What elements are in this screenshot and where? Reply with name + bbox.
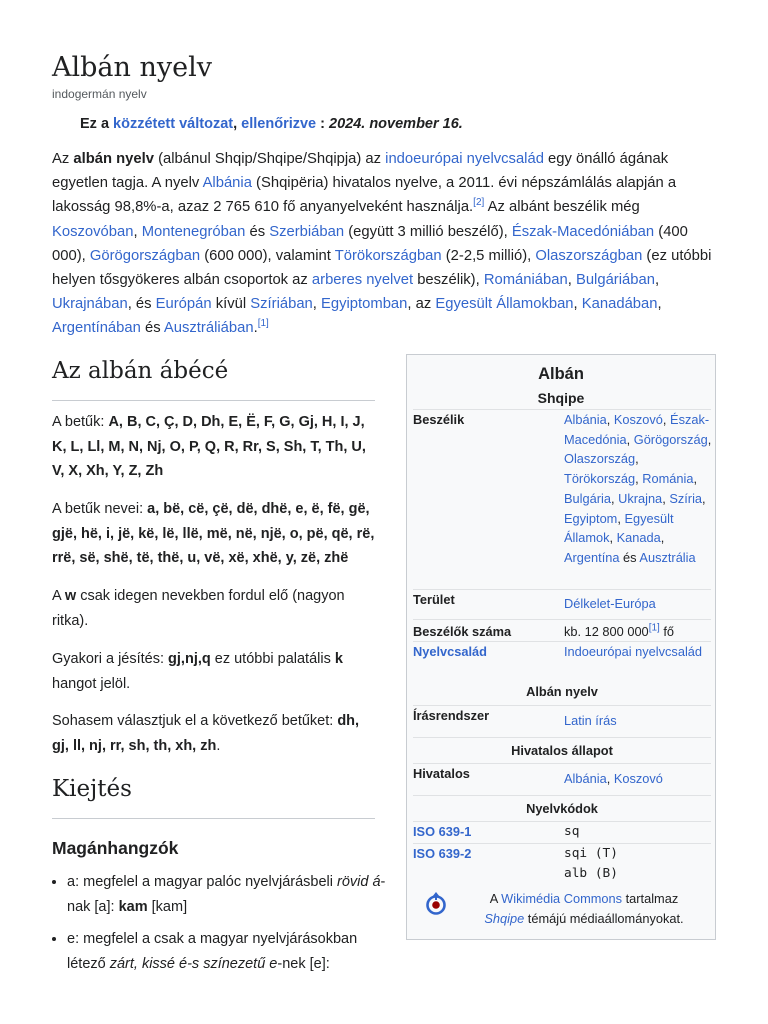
country-link[interactable]: Koszovó [613, 412, 663, 427]
language-codes-header: Nyelvkódok [413, 795, 711, 822]
text: (400 000), [52, 223, 688, 264]
text: , az [407, 296, 436, 313]
separator: , [660, 530, 665, 546]
letters-bold: A, B, C, Ç, D, Dh, E, Ë, F, G, Gj, H, I, J, K, L, Ll, M, N, Nj, O, P, Q, R, Rr, S, Sh, T, Th, U, V, X, Xh, Y, Z, Zh [52, 414, 366, 479]
names-bold: a, bë, cë, çë, dë, dhë, e, ë, fë, gë, gjë, hë, i, jë, kë, lë, llë, më, në, një, o, pë, që, rë, rrë, së, shë, të, thë, u, vë, xë, xhë, y, zë, zhë [52, 501, 375, 566]
text: . [253, 320, 258, 337]
text: (600 000), valamint [200, 247, 335, 264]
list-item [67, 927, 392, 976]
text: , [606, 771, 614, 786]
text: csak idegen nevekben fordul elő (nagyon ritka). [52, 588, 345, 629]
text: A [52, 588, 65, 604]
text: a: megfelel a magyar palóc nyelvjárásbeli [67, 874, 337, 890]
section-heading-pronunciation: Kiejtés [52, 776, 132, 802]
notice-comma: , [233, 116, 242, 132]
w-bold: w [64, 588, 77, 604]
link-montenegro[interactable]: Montenegróban [141, 223, 246, 240]
iso-639-2-code-t: sqi (T) [564, 846, 618, 861]
palatal-note [52, 647, 377, 696]
country-link[interactable]: Bulgária [564, 490, 611, 506]
row-iso-639-1 [413, 821, 711, 842]
text: és [245, 223, 270, 240]
reference-1[interactable]: [1] [257, 318, 269, 330]
language-infobox [406, 354, 716, 940]
separator: , [635, 471, 643, 487]
separator: , [635, 451, 639, 467]
row-label: Beszélők száma [413, 624, 512, 639]
page-title: Albán nyelv [52, 52, 212, 83]
country-link[interactable]: Szíria [669, 490, 703, 506]
separator: , [609, 530, 617, 546]
text: (ez utóbbi helyen tősgyökeres albán csoportok az [52, 247, 712, 289]
iso-639-1-code: sq [564, 824, 580, 839]
text: és [140, 320, 164, 337]
country-link[interactable]: Kanada [616, 530, 661, 546]
country-link[interactable]: Törökország [564, 471, 636, 487]
hyphenation-note [52, 709, 377, 758]
country-link[interactable]: Románia [642, 471, 694, 487]
text: témájú médiaállományokat. [524, 911, 684, 926]
iso-639-2-code-b: alb (B) [564, 866, 618, 881]
published-version-link[interactable]: közzétett változat [113, 116, 234, 132]
text: kb. 12 800 000 [564, 624, 649, 639]
row-script [413, 705, 711, 736]
link-argentina[interactable]: Argentínában [52, 320, 141, 337]
link-romania[interactable]: Romániában [483, 272, 568, 289]
country-link[interactable]: Egyesült Államok [564, 510, 674, 546]
country-link[interactable]: Egyiptom [564, 510, 618, 526]
official-status-header: Hivatalos állapot [413, 737, 711, 764]
commons-link[interactable]: Wikimédia Commons [501, 891, 623, 906]
country-link[interactable]: Albánia [564, 412, 607, 427]
separator: , [702, 490, 706, 506]
text: [kam] [147, 898, 188, 915]
row-speakers [413, 619, 711, 642]
script-link[interactable]: Latin írás [564, 713, 617, 728]
subsection-heading-vowels: Magánhangzók [52, 838, 179, 858]
notice-sep: : [316, 116, 330, 132]
link-canada[interactable]: Kanadában [581, 296, 658, 313]
text-bold: k [334, 651, 343, 667]
country-link[interactable]: Argentína [564, 549, 620, 565]
text: , [567, 272, 576, 289]
heading-divider [52, 400, 375, 401]
link-indoeuropean[interactable]: indoeurópai nyelvcsalád [385, 151, 544, 167]
separator: , [662, 490, 670, 506]
link-north-macedonia[interactable]: Észak-Macedóniában [511, 223, 655, 240]
link-italy[interactable]: Olaszországban [535, 247, 643, 264]
row-iso-639-2 [413, 843, 711, 886]
notice-prefix: Ez a [80, 116, 114, 132]
row-label: Beszélik [413, 412, 465, 427]
link-syria[interactable]: Szíriában [250, 296, 313, 313]
row-spoken-in [413, 409, 711, 586]
separator: , [707, 431, 712, 447]
speakers-value [564, 622, 712, 642]
digraphs-bold: dh, gj, ll, nj, rr, sh, th, xh, zh [52, 713, 360, 754]
w-note [52, 584, 377, 633]
alphabet-letters [52, 410, 377, 484]
term-bold: albán nyelv [73, 151, 154, 167]
country-link[interactable]: Olaszország [564, 451, 636, 467]
link-turkey[interactable]: Törökországban [334, 247, 442, 264]
list-item [67, 870, 392, 919]
page-subtitle: indogermán nyelv [52, 87, 147, 101]
text: Gyakori a jésítés: [52, 651, 169, 667]
country-link[interactable]: Ausztrália [639, 549, 696, 565]
link-arberesh[interactable]: arberes nyelvet [311, 272, 414, 289]
text: (albánul Shqip/Shqipe/Shqipja) az [154, 151, 386, 167]
link-egypt[interactable]: Egyiptomban [321, 296, 408, 313]
infobox-title: Albán [538, 365, 584, 383]
reference-2[interactable]: [2] [473, 197, 485, 209]
text: , és [127, 296, 156, 313]
section-heading-alphabet: Az albán ábécé [52, 358, 229, 384]
text: kívül [211, 296, 251, 313]
iso-639-2-link[interactable]: ISO 639-2 [413, 846, 472, 861]
text: beszélik), [413, 272, 484, 289]
text-bold: gj,nj,q [168, 651, 211, 667]
text-italic: zárt, kissé é-s színezetű e [109, 955, 278, 972]
row-area [413, 589, 711, 618]
iso-639-1-link[interactable]: ISO 639-1 [413, 824, 472, 839]
text: -nak [a]: [67, 874, 386, 915]
row-official [413, 763, 711, 794]
separator: , [626, 431, 634, 447]
text: , [312, 296, 322, 313]
text: fő [659, 624, 675, 639]
family-link[interactable]: Indoeurópai nyelvcsalád [564, 644, 703, 659]
separator: , [606, 412, 614, 427]
family-label-link[interactable]: Nyelvcsalád [413, 644, 487, 659]
country-link[interactable]: Észak-Macedónia [564, 412, 710, 447]
link-albania[interactable]: Albánia [202, 175, 252, 192]
text: Az albánt beszélik még [484, 199, 640, 216]
link-greece[interactable]: Görögországban [89, 247, 201, 264]
link-kosovo[interactable]: Koszovóban [52, 223, 134, 240]
text-bold: kam [118, 898, 148, 915]
speakers-reference[interactable]: [1] [648, 622, 660, 634]
text: e: megfelel a csak a magyar nyelvjárásokban létező [67, 931, 358, 972]
link-australia[interactable]: Ausztráliában [163, 320, 254, 337]
wikimedia-commons-icon [423, 891, 449, 917]
separator: , [693, 471, 698, 487]
text: , [654, 272, 660, 289]
country-link[interactable]: Görögország [633, 431, 708, 447]
text: Az [52, 151, 74, 167]
alphabet-letter-names [52, 497, 377, 571]
text: A betűk: [52, 414, 109, 430]
link-bulgaria[interactable]: Bulgáriában [575, 272, 655, 289]
row-label: Terület [413, 592, 455, 607]
text: Sohasem választjuk el a következő betűket: [52, 713, 338, 729]
heading-divider [52, 818, 375, 819]
vowel-list [52, 870, 392, 984]
text-italic: rövid á [337, 874, 381, 890]
link-usa[interactable]: Egyesült Államokban [435, 296, 574, 313]
text: -nek [e]: [277, 955, 330, 972]
text: (együtt 3 millió beszélő), [344, 223, 512, 240]
text: , [573, 296, 582, 313]
text: A betűk nevei: [52, 501, 148, 517]
text: , [133, 223, 142, 240]
infobox-native-name: Shqipe [537, 390, 585, 406]
separator: , [610, 490, 619, 506]
official-kosovo-link[interactable]: Koszovó [613, 771, 663, 786]
official-value [564, 769, 712, 789]
link-europe[interactable]: Európán [155, 296, 212, 313]
text: A [489, 891, 502, 906]
flagged-revision-notice [80, 116, 463, 132]
text: egy önálló ágának egyetlen tagja. A nyelv [52, 151, 669, 192]
spoken-in-countries [564, 410, 712, 568]
checked-link[interactable]: ellenőrizve [241, 116, 317, 132]
row-label: Írásrendszer [413, 708, 490, 723]
row-family [413, 641, 711, 704]
official-albania-link[interactable]: Albánia [564, 771, 607, 786]
text: . [216, 737, 221, 754]
area-link[interactable]: Délkelet-Európa [564, 596, 656, 611]
text: , [657, 296, 662, 313]
family-branch: Albán nyelv [526, 684, 598, 699]
link-serbia[interactable]: Szerbiában [269, 223, 345, 240]
country-link[interactable]: Ukrajna [618, 490, 663, 506]
text: (2-2,5 millió), [441, 247, 536, 264]
separator: , [617, 510, 625, 526]
text: tartalmaz [622, 891, 679, 906]
commons-category-link[interactable]: Shqipe [484, 911, 525, 926]
separator: , [662, 412, 671, 427]
commons-text [453, 889, 715, 929]
row-label: Hivatalos [413, 766, 470, 781]
link-ukraine[interactable]: Ukrajnában [52, 296, 128, 313]
text: hangot jelöl. [52, 675, 131, 692]
intro-paragraph [52, 147, 722, 341]
text: ez utóbbi palatális [210, 651, 335, 667]
separator: és [619, 549, 640, 565]
revision-date: 2024. november 16. [329, 116, 463, 132]
text: (Shqipëria) hivatalos nyelve, a 2011. évi népszámlálás alapján a lakosság 98,8%-a, azaz 2 765 610 fő anyanyelveként használja. [52, 175, 677, 216]
